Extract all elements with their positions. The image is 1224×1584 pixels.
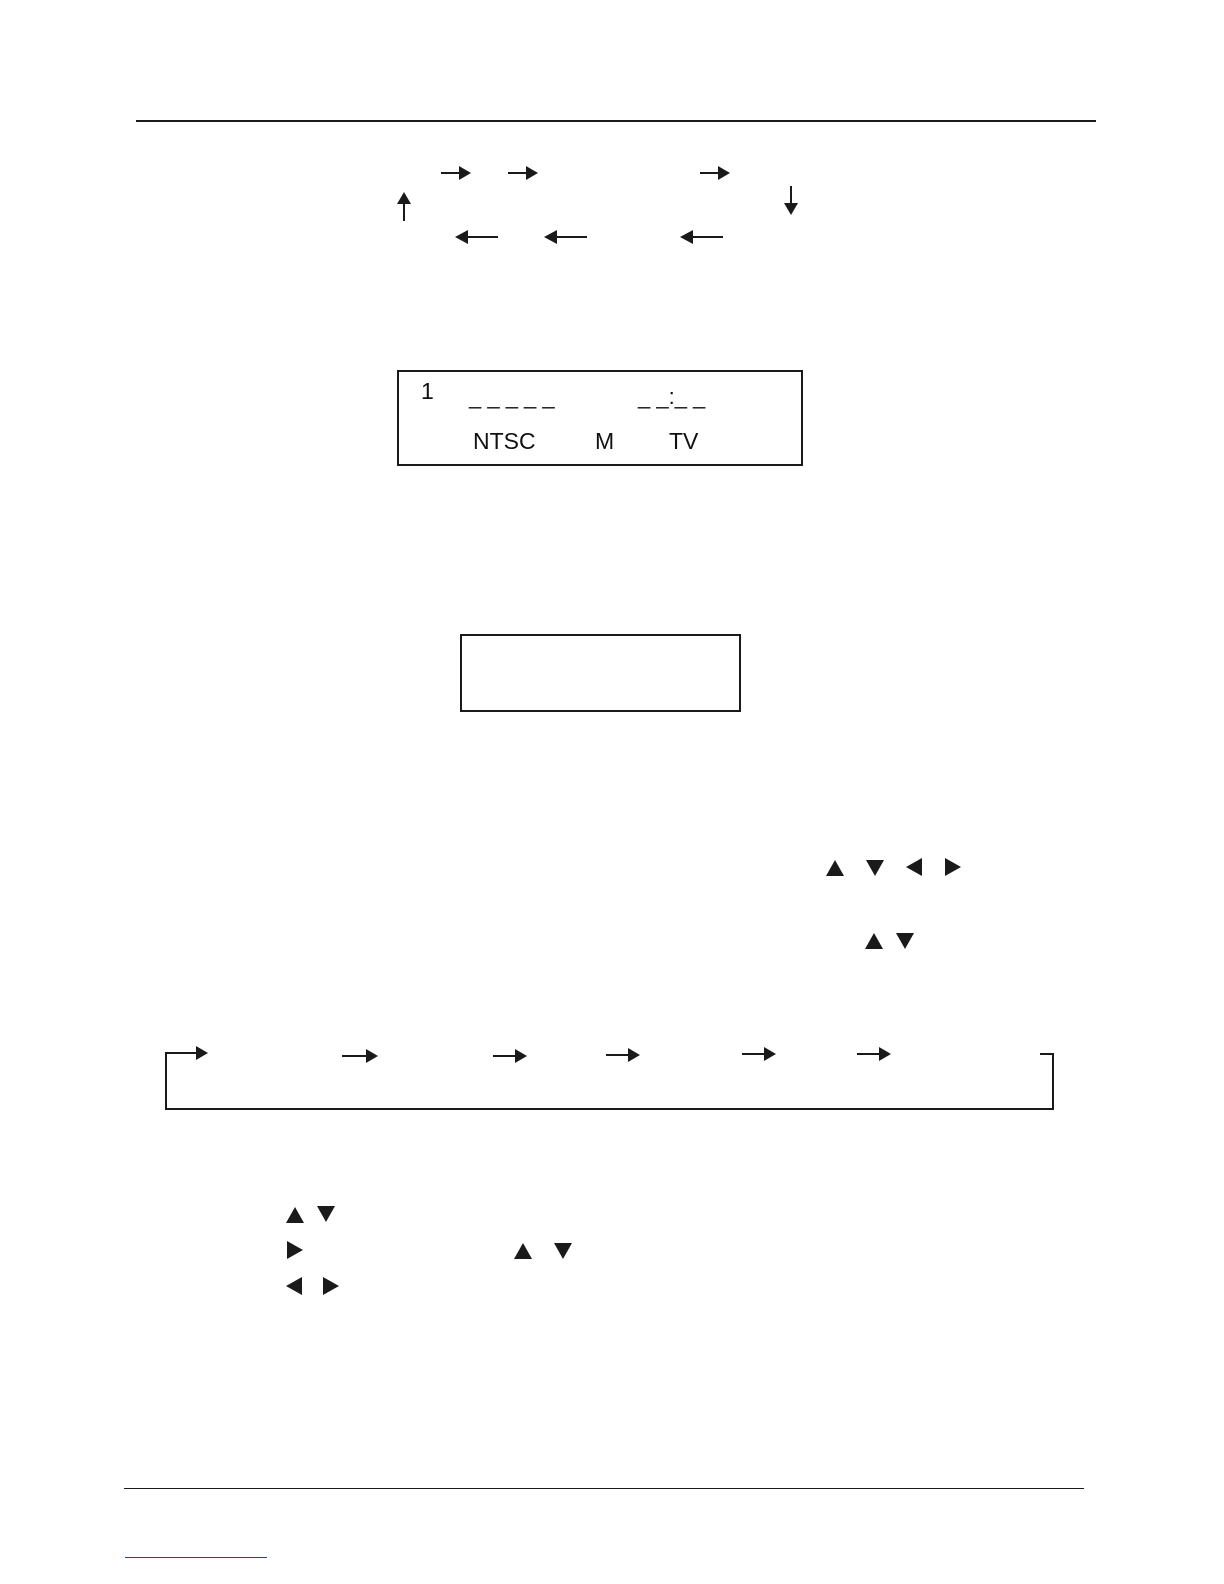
- blank-display-panel: [460, 634, 741, 712]
- arrow-down-icon: [783, 186, 799, 216]
- right-triangle-icon: [945, 858, 961, 876]
- arrow-right-icon: [700, 165, 732, 181]
- left-triangle-icon: [286, 1277, 302, 1295]
- arrow-left-icon: [544, 229, 588, 245]
- arrow-up-icon: [396, 192, 412, 222]
- arrow-right-icon: [508, 165, 540, 181]
- down-triangle-icon: [896, 933, 914, 949]
- footer-rule: [124, 1488, 1084, 1489]
- arrow-right-icon: [857, 1046, 893, 1062]
- loop-bottom-edge: [165, 1108, 1054, 1110]
- time-placeholder: _ _:_ _: [638, 384, 706, 409]
- arrow-right-icon: [606, 1047, 642, 1063]
- right-triangle-icon: [287, 1241, 303, 1259]
- loop-right-edge: [1052, 1053, 1054, 1110]
- arrow-left-icon: [455, 229, 499, 245]
- down-triangle-icon: [866, 860, 884, 876]
- arrow-right-icon: [166, 1045, 210, 1061]
- mode-label: M: [595, 428, 615, 454]
- channel-number: 1: [421, 378, 434, 404]
- arrow-right-icon: [342, 1048, 380, 1064]
- left-triangle-icon: [906, 858, 922, 876]
- right-triangle-icon: [323, 1277, 339, 1295]
- footer-link-underline[interactable]: [125, 1557, 267, 1558]
- header-rule: [136, 120, 1096, 122]
- up-triangle-icon: [286, 1207, 304, 1223]
- source-label: TV: [669, 428, 699, 454]
- up-triangle-icon: [514, 1243, 532, 1259]
- down-triangle-icon: [317, 1206, 335, 1222]
- arrow-left-icon: [680, 229, 724, 245]
- name-placeholder: _ _ _ _ _: [469, 384, 555, 409]
- up-triangle-icon: [865, 933, 883, 949]
- up-triangle-icon: [826, 860, 844, 876]
- down-triangle-icon: [554, 1243, 572, 1259]
- arrow-right-icon: [742, 1046, 778, 1062]
- arrow-right-icon: [441, 165, 473, 181]
- system-label: NTSC: [473, 428, 536, 454]
- arrow-right-icon: [493, 1048, 529, 1064]
- display-panel: [397, 370, 803, 466]
